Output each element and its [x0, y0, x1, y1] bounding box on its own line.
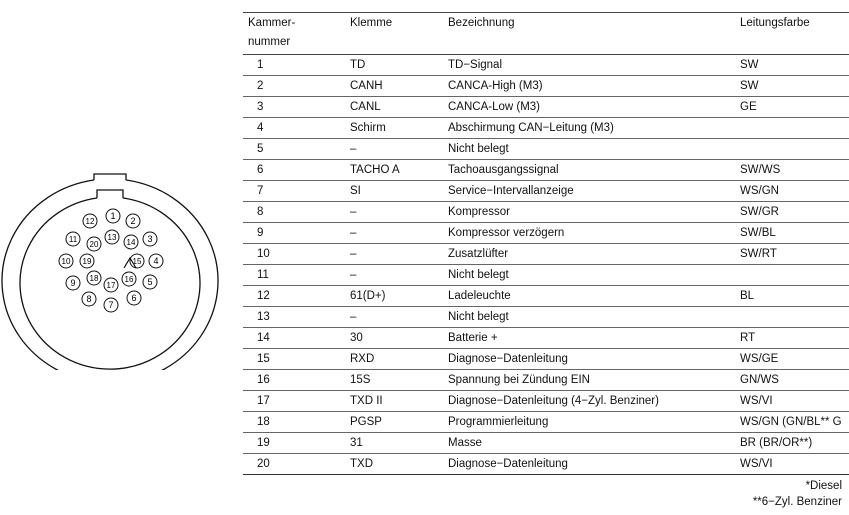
pin-label: 19: [82, 257, 92, 266]
header-bezeichnung: Bezeichnung: [448, 13, 740, 55]
cell-bezeichnung: Spannung bei Zündung EIN: [448, 370, 740, 391]
cell-bezeichnung: Ladeleuchte: [448, 286, 740, 307]
cell-leitungsfarbe: WS/GN: [740, 181, 849, 202]
cell-klemme: –: [350, 307, 448, 328]
cell-bezeichnung: Zusatzlüfter: [448, 244, 740, 265]
cell-bezeichnung: Abschirmung CAN−Leitung (M3): [448, 118, 740, 139]
pin-label: 17: [106, 281, 116, 290]
pin-label: 3: [147, 234, 153, 244]
cell-leitungsfarbe: SW/BL: [740, 223, 849, 244]
cell-bezeichnung: Kompressor verzögern: [448, 223, 740, 244]
footnotes: [753, 478, 842, 510]
connector-pin: [80, 254, 94, 268]
connector-pin: [149, 254, 163, 268]
pin-label: 13: [107, 233, 117, 242]
cell-leitungsfarbe: SW/GR: [740, 202, 849, 223]
table-row: [243, 244, 849, 265]
cell-kammernummer: 18: [243, 412, 350, 433]
header-klemme: Klemme: [350, 13, 448, 55]
cell-klemme: TXD II: [350, 391, 448, 412]
cell-kammernummer: 19: [243, 433, 350, 454]
connector-pin: [87, 271, 101, 285]
cell-klemme: –: [350, 244, 448, 265]
cell-klemme: CANH: [350, 76, 448, 97]
cell-kammernummer: 12: [243, 286, 350, 307]
connector-pin: [66, 276, 80, 290]
connector-pin: [143, 275, 157, 289]
table-row: [243, 55, 849, 76]
cell-leitungsfarbe: BR (BR/OR**): [740, 433, 849, 454]
cell-bezeichnung: Diagnose−Datenleitung (4−Zyl. Benziner): [448, 391, 740, 412]
connector-pin: [106, 209, 120, 223]
cell-bezeichnung: Nicht belegt: [448, 307, 740, 328]
cell-klemme: –: [350, 139, 448, 160]
pin-label: 5: [147, 277, 153, 287]
cell-klemme: 15S: [350, 370, 448, 391]
pin-label: 10: [61, 257, 71, 266]
cell-leitungsfarbe: SW: [740, 76, 849, 97]
connector-pin: [59, 254, 73, 268]
table-row: [243, 412, 849, 433]
cell-bezeichnung: Programmierleitung: [448, 412, 740, 433]
cell-leitungsfarbe: WS/VI: [740, 454, 849, 475]
cell-klemme: –: [350, 202, 448, 223]
cell-bezeichnung: Masse: [448, 433, 740, 454]
cell-leitungsfarbe: GE: [740, 97, 849, 118]
cell-kammernummer: 3: [243, 97, 350, 118]
connector-pin: [83, 214, 97, 228]
table-row: [243, 307, 849, 328]
cell-klemme: 31: [350, 433, 448, 454]
cell-leitungsfarbe: SW/RT: [740, 244, 849, 265]
cell-bezeichnung: Diagnose−Datenleitung: [448, 454, 740, 475]
connector-pin: [104, 298, 118, 312]
cell-klemme: 61(D+): [350, 286, 448, 307]
connector-pin: [66, 232, 80, 246]
pin-label: 9: [70, 278, 76, 288]
cell-kammernummer: 4: [243, 118, 350, 139]
cell-bezeichnung: Diagnose−Datenleitung: [448, 349, 740, 370]
table-row: [243, 265, 849, 286]
cell-bezeichnung: Nicht belegt: [448, 265, 740, 286]
cell-kammernummer: 9: [243, 223, 350, 244]
cell-bezeichnung: Nicht belegt: [448, 139, 740, 160]
cell-kammernummer: 14: [243, 328, 350, 349]
cell-kammernummer: 10: [243, 244, 350, 265]
pin-label: 4: [153, 256, 159, 266]
cell-klemme: TXD: [350, 454, 448, 475]
cell-klemme: Schirm: [350, 118, 448, 139]
connector-diagram: [0, 160, 240, 370]
cell-leitungsfarbe: [740, 265, 849, 286]
cell-kammernummer: 2: [243, 76, 350, 97]
cell-kammernummer: 11: [243, 265, 350, 286]
table-row: [243, 286, 849, 307]
table-row: [243, 349, 849, 370]
connector-pin: [126, 214, 140, 228]
header-kammernummer: Kammer- nummer: [243, 13, 350, 55]
cell-kammernummer: 16: [243, 370, 350, 391]
table-row: [243, 454, 849, 475]
pin-label: 6: [131, 293, 137, 303]
cell-leitungsfarbe: [740, 307, 849, 328]
cell-leitungsfarbe: WS/GN (GN/BL** G: [740, 412, 849, 433]
table-row: [243, 433, 849, 454]
cell-klemme: 30: [350, 328, 448, 349]
cell-bezeichnung: CANCA-Low (M3): [448, 97, 740, 118]
cell-leitungsfarbe: RT: [740, 328, 849, 349]
cell-leitungsfarbe: [740, 118, 849, 139]
cell-bezeichnung: CANCA-High (M3): [448, 76, 740, 97]
table-header-row: [243, 13, 849, 55]
pin-label: 2: [130, 216, 136, 226]
cell-kammernummer: 20: [243, 454, 350, 475]
cell-leitungsfarbe: BL: [740, 286, 849, 307]
cell-leitungsfarbe: WS/VI: [740, 391, 849, 412]
cell-klemme: –: [350, 265, 448, 286]
pin-label: 16: [124, 275, 134, 284]
connector-pin: [143, 232, 157, 246]
pin-assignment-table: [243, 12, 849, 475]
table-row: [243, 391, 849, 412]
table-row: [243, 97, 849, 118]
cell-leitungsfarbe: SW/WS: [740, 160, 849, 181]
cell-kammernummer: 8: [243, 202, 350, 223]
cell-kammernummer: 5: [243, 139, 350, 160]
cell-kammernummer: 6: [243, 160, 350, 181]
cell-klemme: –: [350, 223, 448, 244]
cell-leitungsfarbe: WS/GE: [740, 349, 849, 370]
pin-label: 14: [126, 238, 136, 247]
cell-bezeichnung: Kompressor: [448, 202, 740, 223]
table-row: [243, 118, 849, 139]
cell-leitungsfarbe: [740, 139, 849, 160]
cell-klemme: SI: [350, 181, 448, 202]
cell-kammernummer: 15: [243, 349, 350, 370]
cell-leitungsfarbe: SW: [740, 55, 849, 76]
connector-pin: [105, 230, 119, 244]
cell-klemme: TACHO A: [350, 160, 448, 181]
pin-label: 18: [89, 274, 99, 283]
connector-pin: [87, 237, 101, 251]
table-row: [243, 202, 849, 223]
table-row: [243, 139, 849, 160]
connector-pin: [124, 235, 138, 249]
pin-label: 15: [132, 257, 142, 266]
cell-kammernummer: 13: [243, 307, 350, 328]
cell-klemme: TD: [350, 55, 448, 76]
table-row: [243, 328, 849, 349]
cell-kammernummer: 7: [243, 181, 350, 202]
connector-pin: [127, 291, 141, 305]
footnote-benziner: **6−Zyl. Benziner: [752, 496, 842, 508]
pin-label: 7: [108, 300, 114, 310]
cell-bezeichnung: Service−Intervallanzeige: [448, 181, 740, 202]
pin-label: 1: [110, 211, 116, 221]
connector-pin: [104, 278, 118, 292]
cell-bezeichnung: TD−Signal: [448, 55, 740, 76]
cell-bezeichnung: Tachoausgangssignal: [448, 160, 740, 181]
cell-klemme: CANL: [350, 97, 448, 118]
table-row: [243, 181, 849, 202]
table-row: [243, 76, 849, 97]
pin-label: 11: [68, 235, 78, 244]
cell-bezeichnung: Batterie +: [448, 328, 740, 349]
pin-label: 8: [86, 294, 92, 304]
footnote-diesel: *Diesel: [805, 480, 842, 492]
header-leitungsfarbe: Leitungsfarbe: [740, 13, 849, 55]
cell-leitungsfarbe: GN/WS: [740, 370, 849, 391]
connector-pin: [82, 292, 96, 306]
cell-klemme: PGSP: [350, 412, 448, 433]
table-row: [243, 223, 849, 244]
table-row: [243, 370, 849, 391]
cell-kammernummer: 1: [243, 55, 350, 76]
connector-pin: [122, 272, 136, 286]
pin-label: 20: [89, 240, 99, 249]
cell-kammernummer: 17: [243, 391, 350, 412]
cell-klemme: RXD: [350, 349, 448, 370]
table-row: [243, 160, 849, 181]
pin-label: 12: [85, 217, 95, 226]
